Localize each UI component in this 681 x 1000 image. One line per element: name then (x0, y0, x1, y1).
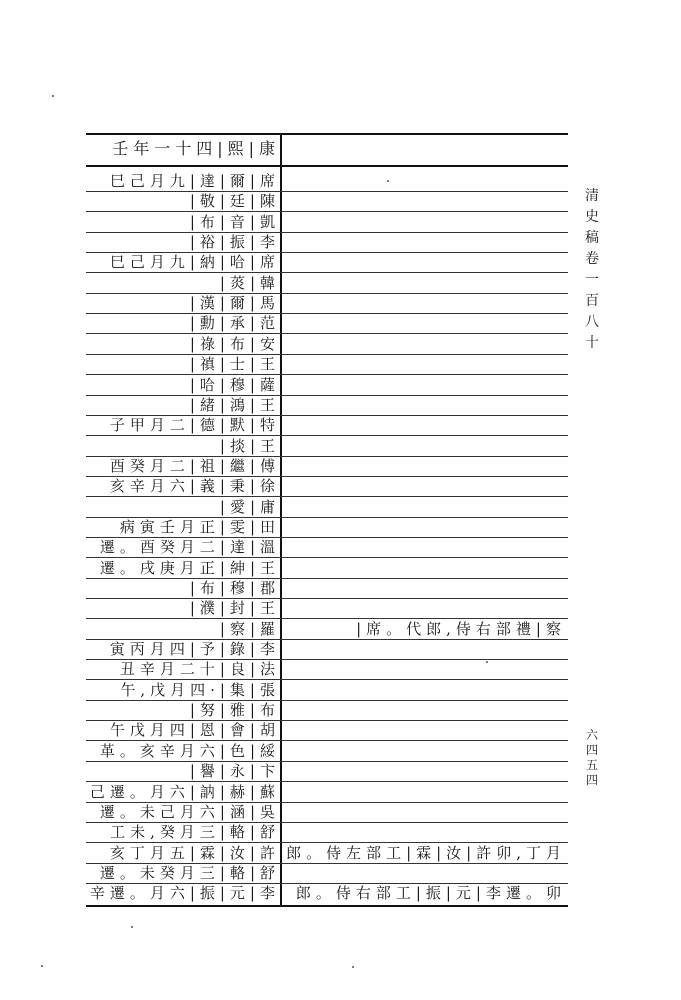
row-rule (86, 822, 568, 823)
row-rule (86, 211, 568, 212)
table-row (86, 741, 568, 761)
appointment-note: |席。代郎,侍右部禮|察 (356, 620, 566, 638)
official-entry: |努|雅|布 (189, 701, 280, 719)
official-entry: 午戊月四|恩|會|胡 (109, 721, 280, 739)
official-entry: |禛|士|王 (189, 355, 280, 373)
row-rule (86, 333, 568, 334)
row-rule (86, 354, 568, 355)
appointment-note: 郎。侍左部工|霖|汝|許卯,丁月 (286, 844, 566, 862)
row-rule (86, 802, 568, 803)
row-rule (86, 395, 568, 396)
row-rule (86, 720, 568, 721)
official-entry: 子甲月二|德|默|特 (109, 416, 280, 434)
table-row (86, 436, 568, 456)
official-entry: |裕|振|李 (189, 233, 280, 251)
official-entry: 亥辛月六|義|秉|徐 (109, 477, 280, 495)
row-rule (86, 883, 568, 884)
table-row (86, 598, 568, 618)
official-entry: |譽|永|卞 (189, 762, 280, 780)
table-row (86, 578, 568, 598)
volume-title: 清史稿卷一百八十 (585, 188, 599, 351)
row-rule (86, 578, 568, 579)
official-entry: |勳|承|范 (189, 314, 280, 332)
official-entry: |菼|韓 (219, 274, 280, 292)
table-row (86, 822, 568, 842)
table-row (86, 802, 568, 822)
table-row (86, 619, 568, 639)
official-entry: |緒|鴻|王 (189, 396, 280, 414)
official-entry: 寅丙月四|予|錄|李 (109, 640, 280, 658)
official-entry: 遷。酉癸月二|達|溫 (99, 538, 280, 556)
row-rule (86, 781, 568, 782)
page-number: 六四五四 (585, 728, 598, 787)
official-entry: |漢|爾|馬 (189, 294, 280, 312)
row-rule (86, 659, 568, 660)
table-row (86, 212, 568, 232)
row-rule (86, 293, 568, 294)
row-rule (86, 252, 568, 253)
row-rule (86, 435, 568, 436)
table-row (86, 191, 568, 211)
paper-speck (131, 926, 133, 928)
official-entry: 遷。未癸月三|輅|舒 (99, 864, 280, 882)
official-entry: |祿|布|安 (189, 335, 280, 353)
table-row (86, 415, 568, 435)
row-rule (86, 700, 568, 701)
row-rule (86, 232, 568, 233)
table-row (86, 863, 568, 883)
row-rule (86, 618, 568, 619)
official-entry: |愛|庸 (219, 498, 280, 516)
appointment-note: 郎。侍右部工|振|元|李遷。卯 (295, 884, 566, 902)
table-row (86, 639, 568, 659)
row-rule (86, 191, 568, 192)
paper-speck (486, 661, 488, 663)
row-rule (86, 537, 568, 538)
row-rule (86, 272, 568, 273)
official-entry: |掞|王 (219, 437, 280, 455)
official-entry: 工未,癸月三|輅|舒 (110, 823, 280, 841)
row-rule (86, 905, 568, 907)
table-row (86, 313, 568, 333)
paper-speck (387, 180, 389, 182)
official-entry: |敬|廷|陳 (189, 192, 280, 210)
table-row (86, 252, 568, 272)
row-rule (86, 374, 568, 375)
row-rule (86, 133, 568, 135)
table-row (86, 517, 568, 537)
official-roster-table (86, 133, 568, 907)
official-entry: 病寅壬月正|雯|田 (119, 518, 280, 536)
table-row (86, 456, 568, 476)
table-row (86, 720, 568, 740)
row-rule (86, 496, 568, 497)
table-row (86, 537, 568, 557)
table-row (86, 659, 568, 679)
row-rule (86, 679, 568, 680)
table-row (86, 843, 568, 863)
row-rule (86, 598, 568, 599)
table-header-row (86, 139, 568, 159)
row-rule (86, 761, 568, 762)
row-rule (86, 639, 568, 640)
official-entry: 革。亥辛月六|色|綏 (99, 742, 280, 760)
row-rule (86, 415, 568, 416)
row-rule (86, 517, 568, 518)
official-entry: |哈|穆|薩 (189, 376, 280, 394)
table-row (86, 700, 568, 720)
table-row (86, 680, 568, 700)
official-entry: 巳己月九|納|哈|席 (109, 253, 280, 271)
official-entry: |布|音|凱 (189, 213, 280, 231)
row-rule (86, 476, 568, 477)
official-entry: 亥丁月五|霖|汝|許 (109, 844, 280, 862)
official-entry: 遷。戌庚月正|紳|王 (99, 559, 280, 577)
row-rule (86, 456, 568, 457)
table-row (86, 375, 568, 395)
paper-speck (352, 966, 354, 968)
table-row (86, 334, 568, 354)
official-entry: |察|羅 (219, 620, 280, 638)
table-row (86, 883, 568, 903)
table-row (86, 558, 568, 578)
official-entry: 遷。未己月六|涵|吳 (99, 803, 280, 821)
table-row (86, 497, 568, 517)
row-rule (86, 863, 568, 864)
official-entry: |布|穆|郡 (189, 579, 280, 597)
table-row (86, 761, 568, 781)
paper-speck (41, 965, 43, 967)
row-rule (86, 557, 568, 558)
row-rule (86, 165, 568, 167)
official-entry: 酉癸月二|祖|繼|傅 (109, 457, 280, 475)
table-row (86, 232, 568, 252)
paper-speck (52, 95, 54, 97)
table-row (86, 395, 568, 415)
official-entry: 壬年一十四|熙|康 (112, 139, 280, 158)
official-entry: |濮|封|王 (189, 599, 280, 617)
row-rule (86, 313, 568, 314)
table-row (86, 273, 568, 293)
official-entry: 巳己月九|達|爾|席 (109, 172, 280, 190)
row-rule (86, 842, 568, 843)
official-entry: 丑辛月二十|良|法 (119, 660, 280, 678)
table-row (86, 171, 568, 191)
table-row (86, 293, 568, 313)
row-rule (86, 740, 568, 741)
official-entry: 辛遷。月六|振|元|李 (89, 884, 280, 902)
official-entry: 己遷。月六|訥|赫|蘇 (89, 783, 280, 801)
official-entry: 午,戊月四·|集|張 (120, 681, 280, 699)
table-row (86, 354, 568, 374)
table-row (86, 476, 568, 496)
table-row (86, 782, 568, 802)
